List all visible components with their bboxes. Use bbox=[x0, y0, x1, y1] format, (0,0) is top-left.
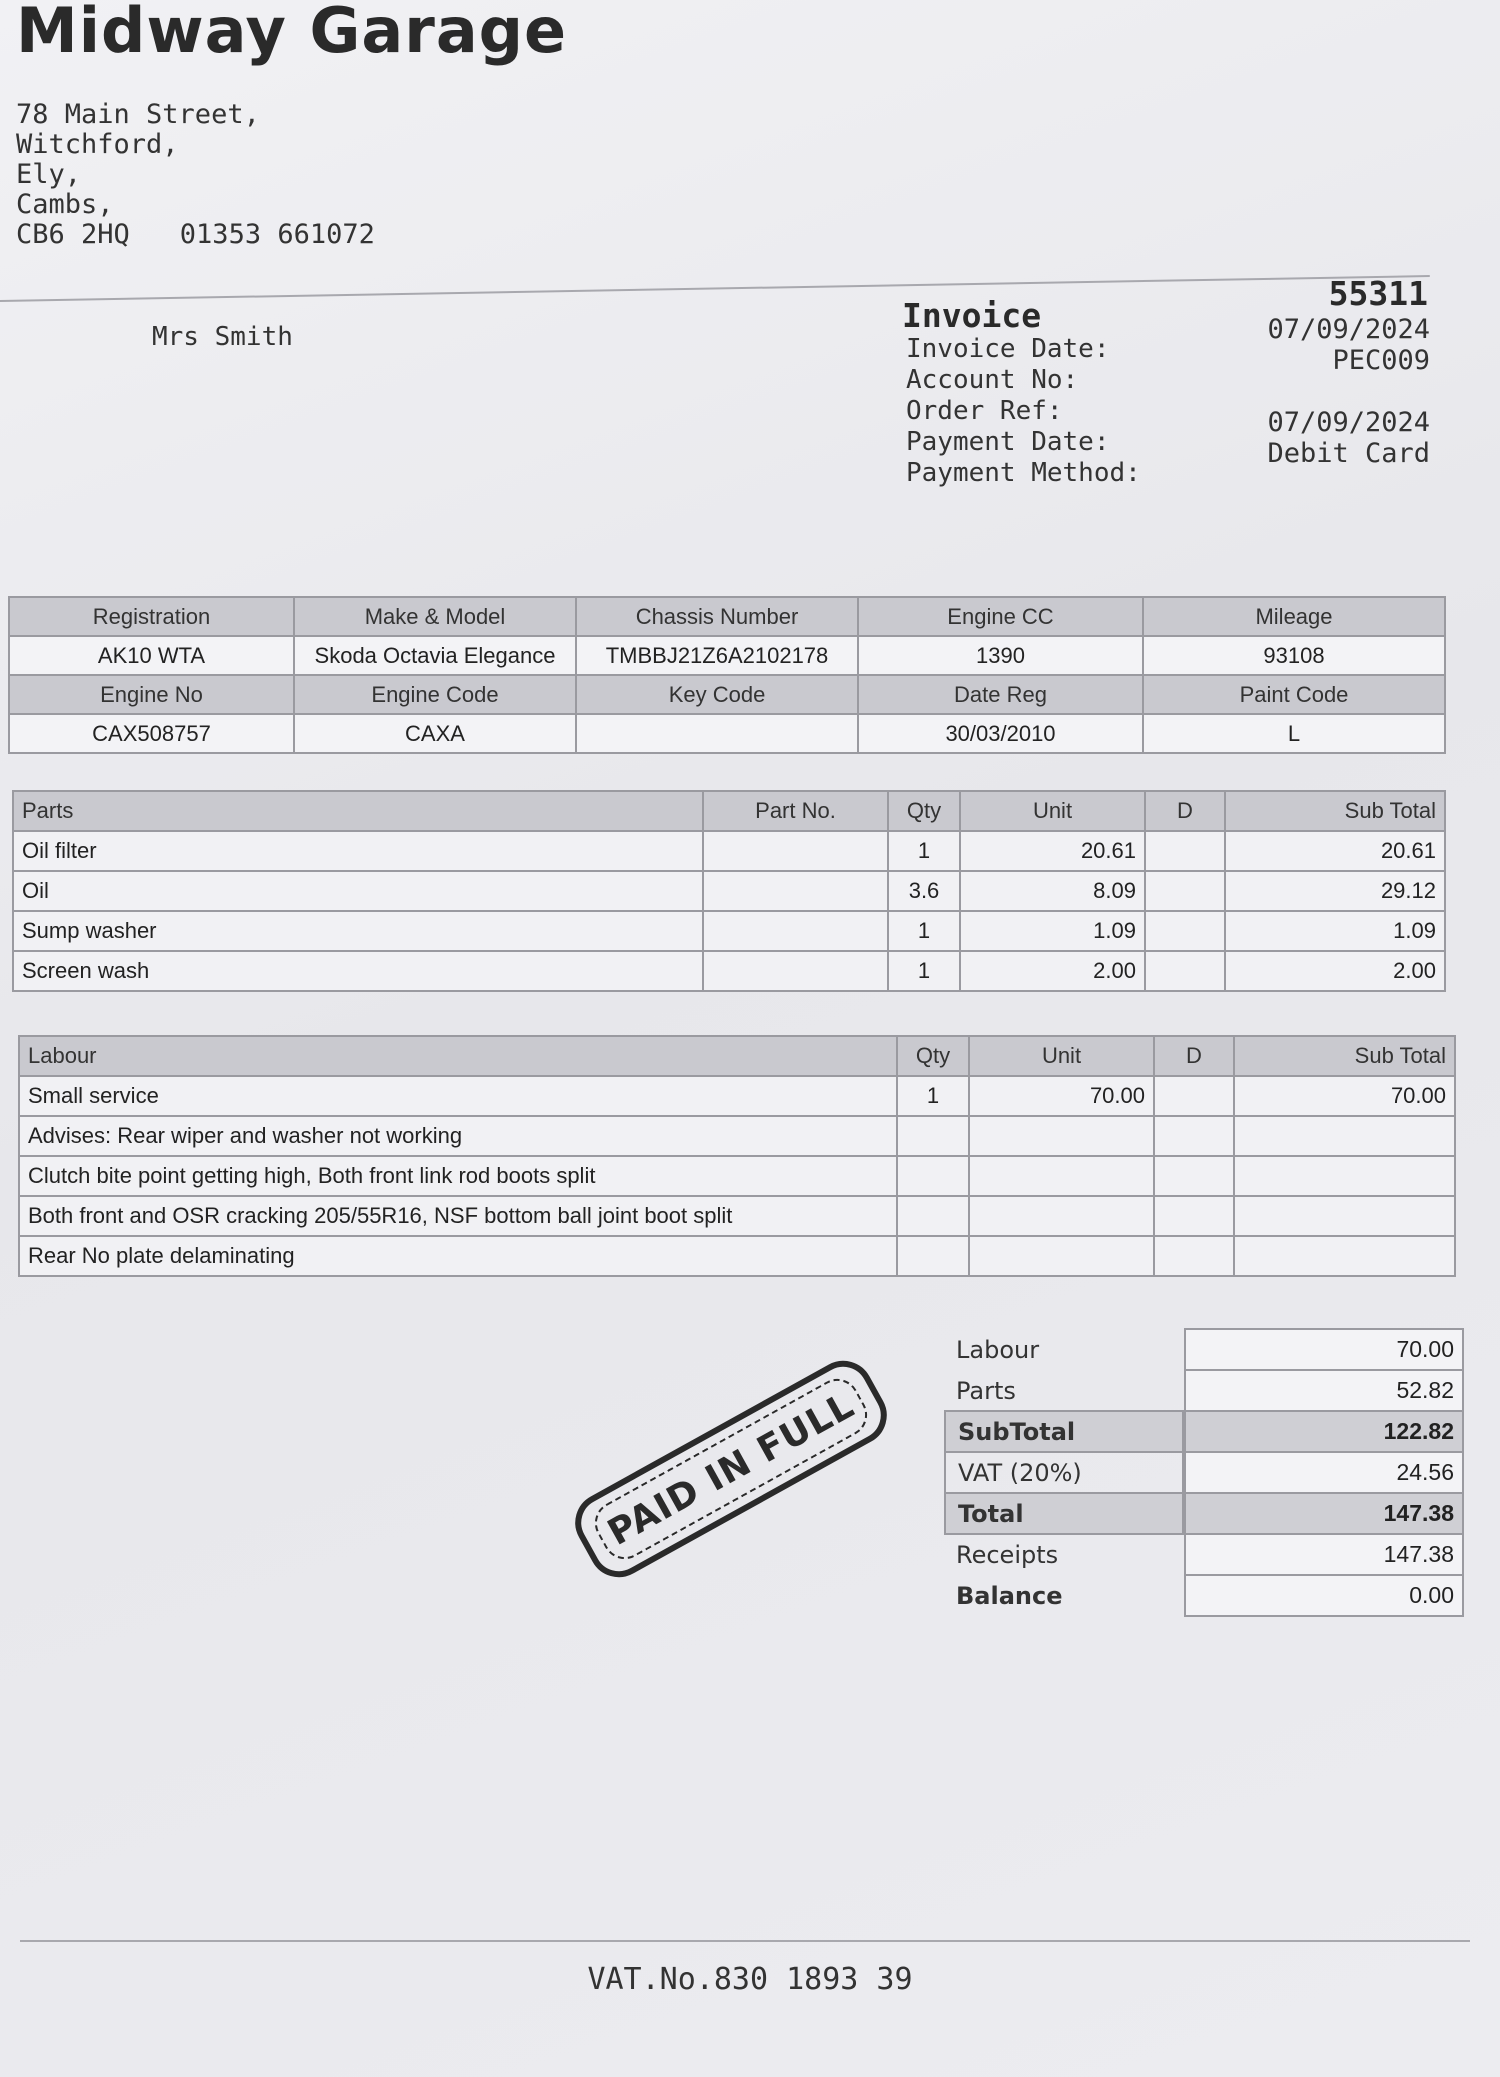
labour-unit bbox=[969, 1236, 1154, 1276]
totals-row-total bbox=[944, 1494, 1464, 1535]
labour-unit bbox=[969, 1156, 1154, 1196]
header-divider bbox=[0, 275, 1430, 302]
labour-subtotal bbox=[1234, 1236, 1455, 1276]
unit-header: Unit bbox=[969, 1036, 1154, 1076]
labour-header-row bbox=[19, 1036, 1455, 1076]
labour-subtotal bbox=[1234, 1156, 1455, 1196]
discount-header: D bbox=[1154, 1036, 1234, 1076]
address-postcode-row bbox=[16, 220, 375, 250]
totals-row-receipts bbox=[944, 1535, 1464, 1576]
receipts-value: 147.38 bbox=[1184, 1533, 1464, 1576]
registration-value: AK10 WTA bbox=[9, 636, 294, 675]
paint-code-value: L bbox=[1143, 714, 1445, 753]
part-unit: 20.61 bbox=[960, 831, 1145, 871]
labour-discount bbox=[1154, 1236, 1234, 1276]
part-discount bbox=[1145, 911, 1225, 951]
part-discount bbox=[1145, 831, 1225, 871]
payment-method-value: Debit Card bbox=[1267, 438, 1430, 469]
labour-description: Clutch bite point getting high, Both front link rod boots split bbox=[19, 1156, 897, 1196]
address-line: 78 Main Street, bbox=[16, 99, 260, 130]
totals-panel bbox=[944, 1330, 1464, 1617]
vehicle-value-row bbox=[9, 714, 1445, 753]
part-no bbox=[703, 831, 888, 871]
totals-row-vat bbox=[944, 1453, 1464, 1494]
labour-unit: 70.00 bbox=[969, 1076, 1154, 1116]
labour-subtotal: 70.00 bbox=[1234, 1076, 1455, 1116]
footer-divider bbox=[20, 1940, 1470, 1942]
labour-header: Labour bbox=[19, 1036, 897, 1076]
registration-header: Registration bbox=[9, 597, 294, 636]
date-reg-header: Date Reg bbox=[858, 675, 1143, 714]
garage-name: Midway Garage bbox=[16, 0, 568, 67]
payment-method-label: Payment Method: bbox=[906, 458, 1141, 488]
table-row bbox=[19, 1196, 1455, 1236]
invoice-meta-values bbox=[1100, 314, 1430, 469]
part-qty: 3.6 bbox=[888, 871, 960, 911]
invoice-date-label: Invoice Date: bbox=[906, 334, 1110, 364]
vehicle-details-table bbox=[8, 596, 1446, 754]
table-row bbox=[19, 1236, 1455, 1276]
labour-qty bbox=[897, 1156, 969, 1196]
part-no bbox=[703, 871, 888, 911]
parts-table bbox=[12, 790, 1446, 992]
part-discount bbox=[1145, 871, 1225, 911]
vat-number: VAT.No.830 1893 39 bbox=[587, 1962, 913, 1997]
labour-unit bbox=[969, 1196, 1154, 1236]
part-qty: 1 bbox=[888, 831, 960, 871]
vat-value: 24.56 bbox=[1184, 1451, 1464, 1494]
customer-name: Mrs Smith bbox=[152, 322, 293, 352]
garage-address bbox=[16, 100, 375, 250]
part-subtotal: 1.09 bbox=[1225, 911, 1445, 951]
table-row bbox=[13, 871, 1445, 911]
address-line: Ely, bbox=[16, 159, 82, 190]
engine-code-header: Engine Code bbox=[294, 675, 576, 714]
total-label: Total bbox=[944, 1492, 1184, 1535]
subtotal-value: 122.82 bbox=[1184, 1410, 1464, 1453]
address-line: Witchford, bbox=[16, 129, 179, 160]
totals-row-balance bbox=[944, 1576, 1464, 1617]
subtotal-header: Sub Total bbox=[1225, 791, 1445, 831]
unit-header: Unit bbox=[960, 791, 1145, 831]
part-name: Oil bbox=[13, 871, 703, 911]
qty-header: Qty bbox=[888, 791, 960, 831]
part-unit: 2.00 bbox=[960, 951, 1145, 991]
part-subtotal: 2.00 bbox=[1225, 951, 1445, 991]
parts-header-row bbox=[13, 791, 1445, 831]
labour-total-label: Labour bbox=[956, 1336, 1040, 1364]
chassis-number-header: Chassis Number bbox=[576, 597, 858, 636]
paint-code-header: Paint Code bbox=[1143, 675, 1445, 714]
part-no bbox=[703, 911, 888, 951]
labour-description: Both front and OSR cracking 205/55R16, NSF bottom ball joint boot split bbox=[19, 1196, 897, 1236]
table-row bbox=[19, 1156, 1455, 1196]
labour-discount bbox=[1154, 1196, 1234, 1236]
qty-header: Qty bbox=[897, 1036, 969, 1076]
paid-in-full-stamp bbox=[564, 1350, 897, 1588]
part-subtotal: 29.12 bbox=[1225, 871, 1445, 911]
stamp-text: PAID IN FULL bbox=[601, 1384, 861, 1554]
mileage-value: 93108 bbox=[1143, 636, 1445, 675]
key-code-header: Key Code bbox=[576, 675, 858, 714]
stamp-border bbox=[587, 1371, 875, 1567]
parts-total-value: 52.82 bbox=[1184, 1369, 1464, 1412]
table-row bbox=[19, 1076, 1455, 1116]
invoice-number: 55311 bbox=[1328, 274, 1428, 313]
total-value: 147.38 bbox=[1184, 1492, 1464, 1535]
account-no-value: PEC009 bbox=[1332, 345, 1430, 376]
labour-table bbox=[18, 1035, 1456, 1277]
labour-qty: 1 bbox=[897, 1076, 969, 1116]
date-reg-value: 30/03/2010 bbox=[858, 714, 1143, 753]
subtotal-label: SubTotal bbox=[944, 1410, 1184, 1453]
receipts-label: Receipts bbox=[956, 1541, 1059, 1569]
vat-label: VAT (20%) bbox=[944, 1451, 1184, 1494]
part-subtotal: 20.61 bbox=[1225, 831, 1445, 871]
totals-row-subtotal bbox=[944, 1412, 1464, 1453]
engine-cc-value: 1390 bbox=[858, 636, 1143, 675]
discount-header: D bbox=[1145, 791, 1225, 831]
invoice-date-value: 07/09/2024 bbox=[1267, 314, 1430, 345]
labour-qty bbox=[897, 1196, 969, 1236]
labour-description: Small service bbox=[19, 1076, 897, 1116]
part-qty: 1 bbox=[888, 911, 960, 951]
order-ref-value bbox=[1100, 376, 1430, 407]
balance-label: Balance bbox=[956, 1582, 1063, 1610]
key-code-value bbox=[576, 714, 858, 753]
subtotal-header: Sub Total bbox=[1234, 1036, 1455, 1076]
totals-row-labour bbox=[944, 1330, 1464, 1371]
labour-description: Rear No plate delaminating bbox=[19, 1236, 897, 1276]
engine-code-value: CAXA bbox=[294, 714, 576, 753]
parts-header: Parts bbox=[13, 791, 703, 831]
labour-description: Advises: Rear wiper and washer not working bbox=[19, 1116, 897, 1156]
labour-unit bbox=[969, 1116, 1154, 1156]
engine-no-header: Engine No bbox=[9, 675, 294, 714]
vehicle-header-row bbox=[9, 597, 1445, 636]
chassis-number-value: TMBBJ21Z6A2102178 bbox=[576, 636, 858, 675]
part-name: Screen wash bbox=[13, 951, 703, 991]
account-no-label: Account No: bbox=[906, 365, 1079, 395]
part-unit: 8.09 bbox=[960, 871, 1145, 911]
totals-row-parts bbox=[944, 1371, 1464, 1412]
make-model-header: Make & Model bbox=[294, 597, 576, 636]
payment-date-value: 07/09/2024 bbox=[1267, 407, 1430, 438]
make-model-value: Skoda Octavia Elegance bbox=[294, 636, 576, 675]
labour-qty bbox=[897, 1116, 969, 1156]
postcode: CB6 2HQ bbox=[16, 219, 130, 250]
phone-number: 01353 661072 bbox=[179, 219, 375, 250]
part-qty: 1 bbox=[888, 951, 960, 991]
engine-no-value: CAX508757 bbox=[9, 714, 294, 753]
table-row bbox=[13, 951, 1445, 991]
table-row bbox=[13, 831, 1445, 871]
part-discount bbox=[1145, 951, 1225, 991]
parts-total-label: Parts bbox=[956, 1377, 1016, 1405]
labour-discount bbox=[1154, 1116, 1234, 1156]
part-no bbox=[703, 951, 888, 991]
part-name: Sump washer bbox=[13, 911, 703, 951]
part-name: Oil filter bbox=[13, 831, 703, 871]
vehicle-value-row bbox=[9, 636, 1445, 675]
part-unit: 1.09 bbox=[960, 911, 1145, 951]
engine-cc-header: Engine CC bbox=[858, 597, 1143, 636]
labour-discount bbox=[1154, 1076, 1234, 1116]
table-row bbox=[19, 1116, 1455, 1156]
payment-date-label: Payment Date: bbox=[906, 427, 1110, 457]
part-no-header: Part No. bbox=[703, 791, 888, 831]
order-ref-label: Order Ref: bbox=[906, 396, 1063, 426]
address-line: Cambs, bbox=[16, 189, 114, 220]
balance-value: 0.00 bbox=[1184, 1574, 1464, 1617]
vehicle-header-row bbox=[9, 675, 1445, 714]
table-row bbox=[13, 911, 1445, 951]
mileage-header: Mileage bbox=[1143, 597, 1445, 636]
invoice-title: Invoice bbox=[902, 296, 1042, 335]
labour-qty bbox=[897, 1236, 969, 1276]
labour-discount bbox=[1154, 1156, 1234, 1196]
labour-total-value: 70.00 bbox=[1184, 1328, 1464, 1371]
labour-subtotal bbox=[1234, 1196, 1455, 1236]
labour-subtotal bbox=[1234, 1116, 1455, 1156]
